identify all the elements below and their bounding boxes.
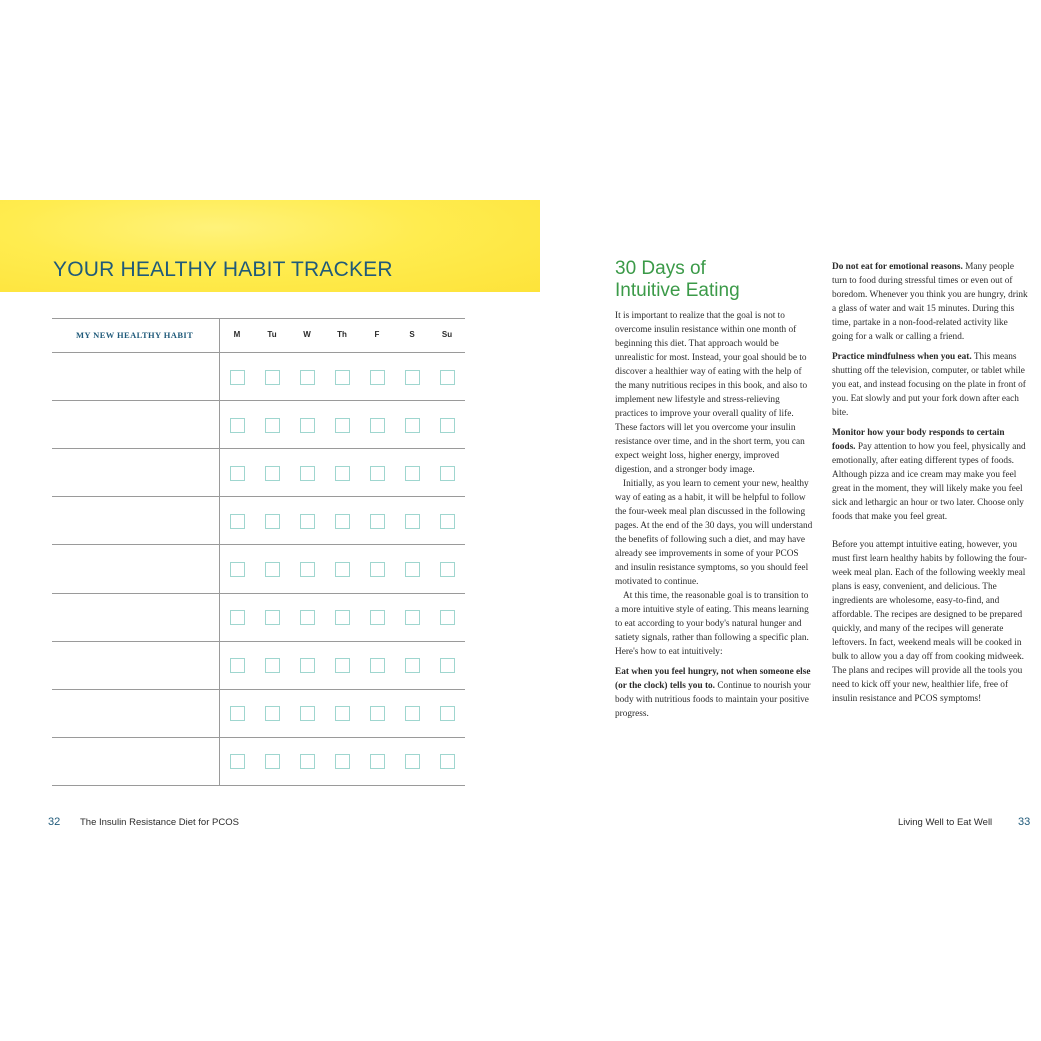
text-column-1 bbox=[615, 309, 813, 721]
day-checkbox[interactable] bbox=[440, 754, 455, 769]
day-checkbox[interactable] bbox=[405, 514, 420, 529]
day-checkbox[interactable] bbox=[230, 514, 245, 529]
text-column-2 bbox=[832, 260, 1030, 706]
day-header: Th bbox=[337, 330, 347, 339]
day-checkbox[interactable] bbox=[370, 370, 385, 385]
tip-heading: Monitor how your body responds to certain foods. bbox=[832, 428, 1005, 452]
day-checkbox[interactable] bbox=[370, 514, 385, 529]
tip-text: Many people turn to food during stressful times or even out of boredom. Whenever you think you are hungry, drink a glass of water and wait 15 minutes. During this time, partake in a non-food-related activity like going for a walk or calling a friend. bbox=[832, 262, 1028, 342]
day-checkbox[interactable] bbox=[405, 754, 420, 769]
day-checkbox[interactable] bbox=[370, 610, 385, 625]
day-checkbox[interactable] bbox=[405, 610, 420, 625]
section-heading-line2: Intuitive Eating bbox=[615, 280, 740, 301]
day-checkbox[interactable] bbox=[440, 610, 455, 625]
day-checkbox[interactable] bbox=[300, 658, 315, 673]
day-checkbox[interactable] bbox=[230, 610, 245, 625]
footer-book-title: The Insulin Resistance Diet for PCOS bbox=[80, 817, 239, 828]
habit-entry-field[interactable] bbox=[52, 642, 218, 688]
habit-tracker-table bbox=[52, 318, 465, 785]
day-checkbox[interactable] bbox=[300, 706, 315, 721]
day-checkbox[interactable] bbox=[230, 370, 245, 385]
day-checkbox[interactable] bbox=[230, 418, 245, 433]
day-checkbox[interactable] bbox=[440, 658, 455, 673]
day-checkbox[interactable] bbox=[265, 658, 280, 673]
day-checkbox[interactable] bbox=[440, 562, 455, 577]
day-checkbox[interactable] bbox=[300, 610, 315, 625]
day-checkbox[interactable] bbox=[230, 466, 245, 481]
day-header: Tu bbox=[267, 330, 277, 339]
day-checkbox[interactable] bbox=[265, 418, 280, 433]
tip-heading: Practice mindfulness when you eat. bbox=[832, 352, 972, 362]
tip-text: Pay attention to how you feel, physically and emotionally, after eating different types of foods. Although pizza and ice cream may make you feel great in the moment, they will likely make you feel sick and lethargic an hour or two later. Choose only foods that make you feel great. bbox=[832, 442, 1026, 522]
day-checkbox[interactable] bbox=[335, 706, 350, 721]
day-checkbox[interactable] bbox=[300, 514, 315, 529]
day-checkbox[interactable] bbox=[265, 610, 280, 625]
page-number-left: 32 bbox=[48, 816, 61, 828]
table-rule bbox=[52, 785, 465, 786]
page-number-right: 33 bbox=[1018, 816, 1031, 828]
day-checkbox[interactable] bbox=[405, 706, 420, 721]
footer-chapter-title: Living Well to Eat Well bbox=[898, 817, 993, 828]
day-checkbox[interactable] bbox=[335, 514, 350, 529]
day-checkbox[interactable] bbox=[440, 706, 455, 721]
day-checkbox[interactable] bbox=[370, 466, 385, 481]
day-checkbox[interactable] bbox=[405, 658, 420, 673]
day-checkbox[interactable] bbox=[265, 754, 280, 769]
day-checkbox[interactable] bbox=[265, 370, 280, 385]
day-checkbox[interactable] bbox=[440, 466, 455, 481]
day-checkbox[interactable] bbox=[300, 370, 315, 385]
paragraph: It is important to realize that the goal is not to overcome insulin resistance within one month of beginning this diet. That approach would be unrealistic for most. Instead, your goal should be to discover a healthier way of eating with the help of the many nutritious recipes in this book, and also to implement new lifestyle and stress-relieving practices to improve your overall quality of life. These factors will let you overcome your insulin resistance over time, and in the short term, you can expect weight loss, higher energy, improved digestion, and a stronger body image. bbox=[615, 311, 808, 475]
day-checkbox[interactable] bbox=[300, 754, 315, 769]
habit-entry-field[interactable] bbox=[52, 738, 218, 784]
day-checkbox[interactable] bbox=[405, 418, 420, 433]
day-checkbox[interactable] bbox=[335, 754, 350, 769]
day-checkbox[interactable] bbox=[265, 562, 280, 577]
paragraph bbox=[832, 260, 1030, 344]
day-checkbox[interactable] bbox=[335, 658, 350, 673]
day-header: F bbox=[374, 330, 380, 339]
habit-entry-field[interactable] bbox=[52, 594, 218, 640]
tip-heading: Eat when you feel hungry, not when someone else (or the clock) tells you to. bbox=[615, 667, 811, 691]
table-divider bbox=[219, 318, 220, 785]
tracker-title: YOUR HEALTHY HABIT TRACKER bbox=[53, 258, 393, 281]
day-checkbox[interactable] bbox=[265, 466, 280, 481]
day-checkbox[interactable] bbox=[405, 370, 420, 385]
day-checkbox[interactable] bbox=[230, 562, 245, 577]
day-checkbox[interactable] bbox=[440, 418, 455, 433]
paragraph: At this time, the reasonable goal is to transition to a more intuitive style of eating. This means learning to eat according to your body's natural hunger and satiety signals, rather than following a specific plan. Here's how to eat intuitively: bbox=[615, 591, 809, 657]
table-rule bbox=[52, 318, 465, 319]
day-checkbox[interactable] bbox=[300, 562, 315, 577]
day-checkbox[interactable] bbox=[335, 418, 350, 433]
paragraph bbox=[832, 350, 1030, 420]
day-checkbox[interactable] bbox=[335, 466, 350, 481]
day-checkbox[interactable] bbox=[300, 466, 315, 481]
day-checkbox[interactable] bbox=[370, 706, 385, 721]
paragraph: Before you attempt intuitive eating, however, you must first learn healthy habits by following the four-week meal plan. Each of the following weekly meal plans is easy, convenient, and delicious. The ingredients are wholesome, easy-to-find, and affordable. The recipes are designed to be prepared quickly, and many of the recipes will generate leftovers. In fact, weekend meals will be cooked in bulk to allow you a day off from cooking midweek. The plans and recipes will provide all the tools you need to kick off your new, healthier life, free of insulin resistance and PCOS symptoms! bbox=[832, 540, 1028, 704]
day-checkbox[interactable] bbox=[370, 754, 385, 769]
habit-column-header: MY NEW HEALTHY HABIT bbox=[76, 330, 194, 340]
paragraph bbox=[832, 426, 1030, 524]
paragraph: Initially, as you learn to cement your new, healthy way of eating as a habit, it will be helpful to follow the four-week meal plan discussed in the following pages. At the end of the 30 days, you will understand the benefits of following such a diet, and may have already see improvements in some of your PCOS and insulin resistance symptoms, so you should feel motivated to continue. bbox=[615, 479, 813, 587]
day-checkbox[interactable] bbox=[230, 706, 245, 721]
tip-heading: Do not eat for emotional reasons. bbox=[832, 262, 963, 272]
day-header: S bbox=[409, 330, 415, 339]
day-checkbox[interactable] bbox=[335, 562, 350, 577]
tip-text: Continue to nourish your body with nutritious foods to maintain your positive progress. bbox=[615, 681, 811, 719]
day-header: M bbox=[233, 330, 241, 339]
habit-entry-field[interactable] bbox=[52, 353, 218, 399]
day-checkbox[interactable] bbox=[335, 370, 350, 385]
section-heading bbox=[615, 258, 740, 302]
habit-entry-field[interactable] bbox=[52, 545, 218, 591]
day-checkbox[interactable] bbox=[230, 754, 245, 769]
day-checkbox[interactable] bbox=[440, 370, 455, 385]
day-checkbox[interactable] bbox=[300, 418, 315, 433]
day-checkbox[interactable] bbox=[370, 658, 385, 673]
habit-entry-field[interactable] bbox=[52, 401, 218, 447]
habit-entry-field[interactable] bbox=[52, 449, 218, 495]
day-checkbox[interactable] bbox=[335, 610, 350, 625]
day-checkbox[interactable] bbox=[265, 514, 280, 529]
day-header: W bbox=[303, 330, 311, 339]
day-checkbox[interactable] bbox=[440, 514, 455, 529]
day-checkbox[interactable] bbox=[230, 658, 245, 673]
day-checkbox[interactable] bbox=[370, 418, 385, 433]
day-checkbox[interactable] bbox=[370, 562, 385, 577]
tip-text: This means shutting off the television, computer, or tablet while you eat, and instead focusing on the plate in front of you. Eat slowly and put your fork down after each bite. bbox=[832, 352, 1026, 418]
day-header: Su bbox=[441, 330, 453, 339]
habit-entry-field[interactable] bbox=[52, 690, 218, 736]
paragraph bbox=[615, 665, 813, 721]
section-heading-line1: 30 Days of bbox=[615, 258, 706, 279]
day-checkbox[interactable] bbox=[405, 466, 420, 481]
day-checkbox[interactable] bbox=[265, 706, 280, 721]
habit-entry-field[interactable] bbox=[52, 497, 218, 543]
day-checkbox[interactable] bbox=[405, 562, 420, 577]
